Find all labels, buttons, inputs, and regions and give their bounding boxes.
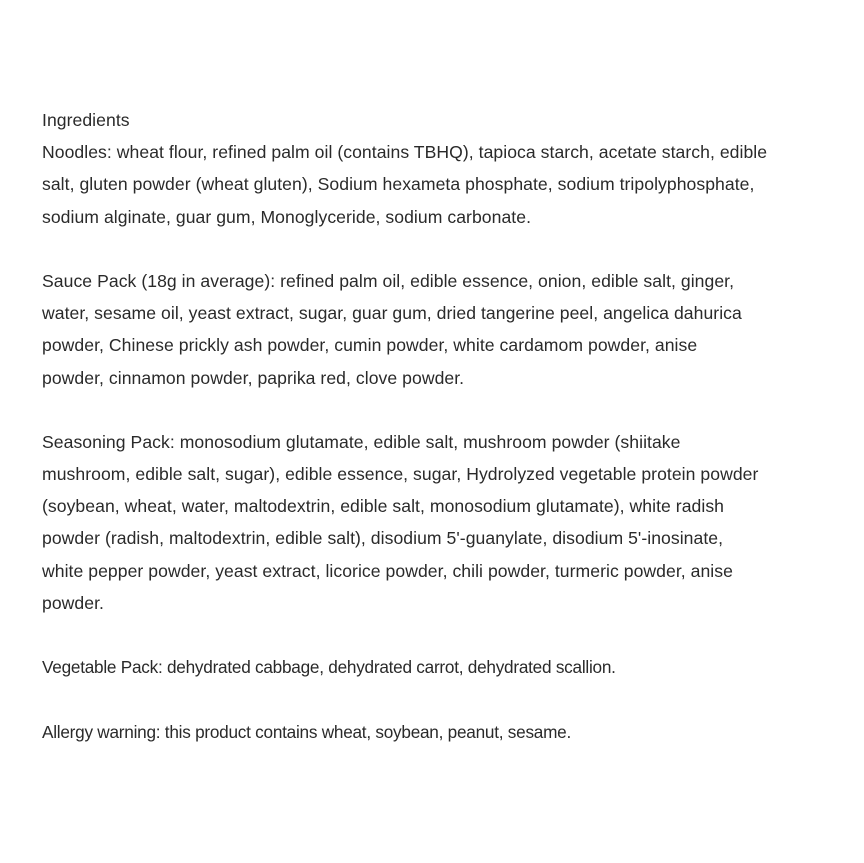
seasoning-pack-line: white pepper powder, yeast extract, licorice powder, chili powder, turmeric powder, anise: [42, 560, 733, 581]
sauce-pack-line: powder, Chinese prickly ash powder, cumin powder, white cardamom powder, anise: [42, 335, 698, 356]
paragraph-spacer: [42, 233, 842, 265]
vegetable-pack-line: Vegetable Pack: dehydrated cabbage, dehydrated carrot, dehydrated scallion.: [42, 657, 616, 678]
noodles-section: [42, 136, 842, 233]
allergy-warning-line: Allergy warning: this product contains wheat, soybean, peanut, sesame.: [42, 721, 571, 742]
sauce-pack-section: [42, 265, 842, 394]
sauce-pack-line: water, sesame oil, yeast extract, sugar, guar gum, dried tangerine peel, angelica dahurica: [42, 303, 742, 324]
seasoning-pack-line: Seasoning Pack: monosodium glutamate, edible salt, mushroom powder (shiitake: [42, 431, 681, 452]
seasoning-pack-line: powder (radish, maltodextrin, edible salt), disodium 5'-guanylate, disodium 5'-inosinate,: [42, 528, 724, 549]
seasoning-pack-line: (soybean, wheat, water, maltodextrin, edible salt, monosodium glutamate), white radish: [42, 496, 725, 517]
noodles-line: sodium alginate, guar gum, Monoglyceride, sodium carbonate.: [42, 206, 532, 227]
vegetable-pack-section: [42, 651, 842, 683]
ingredients-document: [42, 104, 842, 748]
document-title: Ingredients: [42, 110, 130, 130]
sauce-pack-line: powder, cinnamon powder, paprika red, clove powder.: [42, 367, 465, 388]
allergy-warning-section: [42, 716, 842, 748]
sauce-pack-line: Sauce Pack (18g in average): refined palm oil, edible essence, onion, edible salt, ginger,: [42, 270, 735, 291]
paragraph-spacer: [42, 394, 842, 426]
noodles-line: salt, gluten powder (wheat gluten), Sodium hexameta phosphate, sodium tripolyphosphate,: [42, 174, 755, 195]
seasoning-pack-section: [42, 426, 842, 619]
seasoning-pack-line: powder.: [42, 592, 104, 613]
noodles-line: Noodles: wheat flour, refined palm oil (contains TBHQ), tapioca starch, acetate starch, edible: [42, 142, 768, 163]
seasoning-pack-line: mushroom, edible salt, sugar), edible essence, sugar, Hydrolyzed vegetable protein powder: [42, 464, 759, 485]
paragraph-spacer: [42, 619, 842, 651]
paragraph-spacer: [42, 683, 842, 715]
